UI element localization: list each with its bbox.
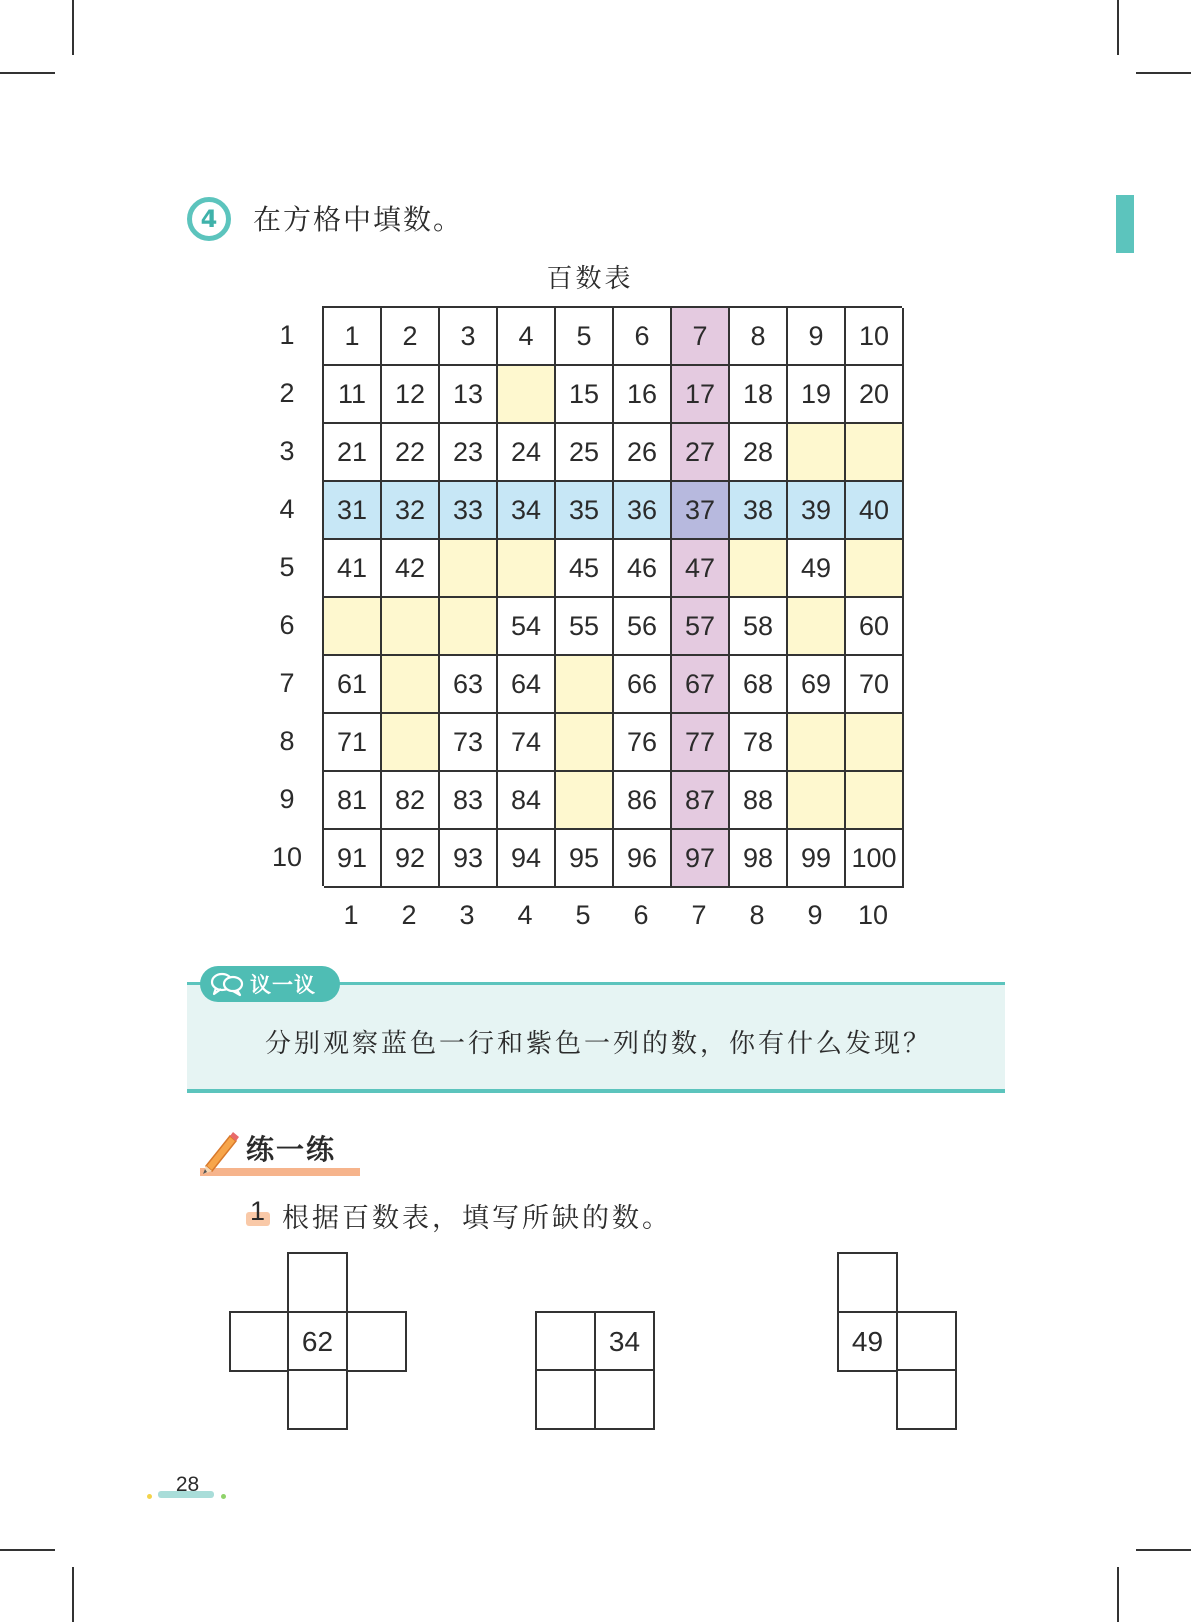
column-label: 1 xyxy=(343,900,359,930)
grid-cell: 68 xyxy=(730,656,788,714)
grid-cell: 28 xyxy=(730,424,788,482)
puzzle-blank-cell[interactable] xyxy=(287,1252,348,1313)
grid-blank-cell[interactable] xyxy=(846,772,904,830)
grid-cell: 82 xyxy=(382,772,440,830)
grid-cell: 7 xyxy=(672,308,730,366)
grid-cell: 8 xyxy=(730,308,788,366)
column-label: 10 xyxy=(857,900,889,930)
grid-cell: 77 xyxy=(672,714,730,772)
puzzle-blank-cell[interactable] xyxy=(535,1311,596,1372)
grid-blank-cell[interactable] xyxy=(382,598,440,656)
grid-cell: 40 xyxy=(846,482,904,540)
chapter-side-tab xyxy=(1116,195,1134,253)
grid-cell: 11 xyxy=(324,366,382,424)
grid-blank-cell[interactable] xyxy=(498,366,556,424)
row-label: 7 xyxy=(279,668,295,698)
puzzle-blank-cell[interactable] xyxy=(535,1369,596,1430)
column-label: 8 xyxy=(749,900,765,930)
grid-cell: 84 xyxy=(498,772,556,830)
grid-cell: 31 xyxy=(324,482,382,540)
crop-mark xyxy=(72,1567,74,1622)
grid-cell: 21 xyxy=(324,424,382,482)
grid-cell: 56 xyxy=(614,598,672,656)
puzzle-blank-cell[interactable] xyxy=(229,1311,290,1372)
grid-cell: 15 xyxy=(556,366,614,424)
speech-bubbles-icon xyxy=(210,971,244,997)
grid-cell: 66 xyxy=(614,656,672,714)
grid-cell: 99 xyxy=(788,830,846,888)
grid-cell: 93 xyxy=(440,830,498,888)
grid-blank-cell[interactable] xyxy=(440,598,498,656)
grid-cell: 22 xyxy=(382,424,440,482)
grid-cell: 71 xyxy=(324,714,382,772)
row-label: 10 xyxy=(271,842,303,872)
puzzle-blank-cell[interactable] xyxy=(594,1369,655,1430)
grid-cell: 83 xyxy=(440,772,498,830)
grid-cell: 78 xyxy=(730,714,788,772)
grid-cell: 27 xyxy=(672,424,730,482)
puzzle-blank-cell[interactable] xyxy=(896,1369,957,1430)
row-label: 8 xyxy=(279,726,295,756)
grid-cell: 33 xyxy=(440,482,498,540)
discuss-question: 分别观察蓝色一行和紫色一列的数，你有什么发现？ xyxy=(265,1029,933,1059)
row-label: 4 xyxy=(279,494,295,524)
grid-cell: 76 xyxy=(614,714,672,772)
column-label: 4 xyxy=(517,900,533,930)
grid-blank-cell[interactable] xyxy=(788,714,846,772)
grid-cell: 63 xyxy=(440,656,498,714)
grid-blank-cell[interactable] xyxy=(556,656,614,714)
grid-cell: 2 xyxy=(382,308,440,366)
grid-cell: 94 xyxy=(498,830,556,888)
grid-cell: 81 xyxy=(324,772,382,830)
grid-cell: 39 xyxy=(788,482,846,540)
column-label: 3 xyxy=(459,900,475,930)
grid-cell: 61 xyxy=(324,656,382,714)
grid-cell: 69 xyxy=(788,656,846,714)
discuss-tag-label: 议一议 xyxy=(250,973,316,997)
grid-cell: 13 xyxy=(440,366,498,424)
grid-cell: 32 xyxy=(382,482,440,540)
grid-cell: 25 xyxy=(556,424,614,482)
grid-blank-cell[interactable] xyxy=(498,540,556,598)
problem-instruction: 在方格中填数。 xyxy=(253,203,464,236)
grid-blank-cell[interactable] xyxy=(556,772,614,830)
pencil-icon xyxy=(198,1130,242,1174)
grid-cell: 46 xyxy=(614,540,672,598)
crop-mark xyxy=(72,0,74,55)
grid-cell: 88 xyxy=(730,772,788,830)
grid-cell: 38 xyxy=(730,482,788,540)
grid-blank-cell[interactable] xyxy=(788,598,846,656)
crop-mark xyxy=(1117,0,1119,55)
grid-cell: 34 xyxy=(498,482,556,540)
grid-cell: 74 xyxy=(498,714,556,772)
grid-cell: 92 xyxy=(382,830,440,888)
grid-blank-cell[interactable] xyxy=(846,424,904,482)
column-labels xyxy=(322,886,902,944)
grid-cell: 55 xyxy=(556,598,614,656)
row-label: 1 xyxy=(279,320,295,350)
decor-dot xyxy=(221,1494,226,1499)
problem-number-badge xyxy=(187,197,231,241)
grid-cell: 16 xyxy=(614,366,672,424)
grid-blank-cell[interactable] xyxy=(846,714,904,772)
page-number: 28 xyxy=(175,1473,200,1496)
grid-cell: 26 xyxy=(614,424,672,482)
puzzle-given-cell: 34 xyxy=(594,1311,655,1372)
grid-cell: 5 xyxy=(556,308,614,366)
grid-cell: 45 xyxy=(556,540,614,598)
discuss-tag xyxy=(200,966,340,1002)
grid-cell: 60 xyxy=(846,598,904,656)
row-labels xyxy=(262,306,312,886)
grid-blank-cell[interactable] xyxy=(440,540,498,598)
grid-cell: 17 xyxy=(672,366,730,424)
grid-cell: 64 xyxy=(498,656,556,714)
row-label: 3 xyxy=(279,436,295,466)
grid-blank-cell[interactable] xyxy=(846,540,904,598)
grid-blank-cell[interactable] xyxy=(730,540,788,598)
grid-cell: 3 xyxy=(440,308,498,366)
grid-cell: 73 xyxy=(440,714,498,772)
column-label: 7 xyxy=(691,900,707,930)
grid-cell: 49 xyxy=(788,540,846,598)
crop-mark xyxy=(1136,1549,1191,1551)
grid-cell: 57 xyxy=(672,598,730,656)
grid-cell: 100 xyxy=(846,830,904,888)
column-label: 5 xyxy=(575,900,591,930)
grid-cell: 97 xyxy=(672,830,730,888)
row-label: 9 xyxy=(279,784,295,814)
grid-cell: 9 xyxy=(788,308,846,366)
grid-cell: 70 xyxy=(846,656,904,714)
practice-header: 练一练 xyxy=(246,1133,337,1166)
puzzle-blank-cell[interactable] xyxy=(837,1252,898,1313)
question-text: 根据百数表，填写所缺的数。 xyxy=(282,1203,672,1234)
grid-cell: 87 xyxy=(672,772,730,830)
column-label: 6 xyxy=(633,900,649,930)
grid-blank-cell[interactable] xyxy=(324,598,382,656)
grid-cell: 20 xyxy=(846,366,904,424)
grid-cell: 1 xyxy=(324,308,382,366)
hundred-grid xyxy=(322,306,902,886)
crop-mark xyxy=(0,72,55,74)
problem-number: 4 xyxy=(200,205,218,233)
puzzle-blank-cell[interactable] xyxy=(346,1311,407,1372)
grid-cell: 37 xyxy=(672,482,730,540)
grid-cell: 23 xyxy=(440,424,498,482)
grid-cell: 86 xyxy=(614,772,672,830)
column-label: 9 xyxy=(807,900,823,930)
crop-mark xyxy=(1117,1567,1119,1622)
grid-cell: 41 xyxy=(324,540,382,598)
grid-cell: 98 xyxy=(730,830,788,888)
row-label: 2 xyxy=(279,378,295,408)
grid-blank-cell[interactable] xyxy=(382,656,440,714)
grid-blank-cell[interactable] xyxy=(788,424,846,482)
column-label: 2 xyxy=(401,900,417,930)
puzzle-given-cell: 62 xyxy=(287,1311,348,1372)
grid-cell: 42 xyxy=(382,540,440,598)
grid-cell: 35 xyxy=(556,482,614,540)
grid-cell: 91 xyxy=(324,830,382,888)
grid-cell: 12 xyxy=(382,366,440,424)
grid-cell: 4 xyxy=(498,308,556,366)
decor-dot xyxy=(147,1494,152,1499)
grid-cell: 54 xyxy=(498,598,556,656)
puzzle-blank-cell[interactable] xyxy=(287,1369,348,1430)
grid-cell: 47 xyxy=(672,540,730,598)
grid-cell: 67 xyxy=(672,656,730,714)
grid-blank-cell[interactable] xyxy=(556,714,614,772)
grid-blank-cell[interactable] xyxy=(382,714,440,772)
grid-cell: 36 xyxy=(614,482,672,540)
question-number: 1 xyxy=(250,1196,266,1226)
grid-blank-cell[interactable] xyxy=(788,772,846,830)
grid-cell: 19 xyxy=(788,366,846,424)
puzzle-given-cell: 49 xyxy=(837,1311,898,1372)
puzzle-blank-cell[interactable] xyxy=(896,1311,957,1372)
row-label: 6 xyxy=(279,610,295,640)
crop-mark xyxy=(1136,72,1191,74)
grid-cell: 24 xyxy=(498,424,556,482)
grid-cell: 95 xyxy=(556,830,614,888)
crop-mark xyxy=(0,1549,55,1551)
grid-cell: 96 xyxy=(614,830,672,888)
hundred-table-title: 百数表 xyxy=(546,264,634,294)
row-label: 5 xyxy=(279,552,295,582)
grid-cell: 6 xyxy=(614,308,672,366)
grid-cell: 58 xyxy=(730,598,788,656)
grid-cell: 10 xyxy=(846,308,904,366)
grid-cell: 18 xyxy=(730,366,788,424)
